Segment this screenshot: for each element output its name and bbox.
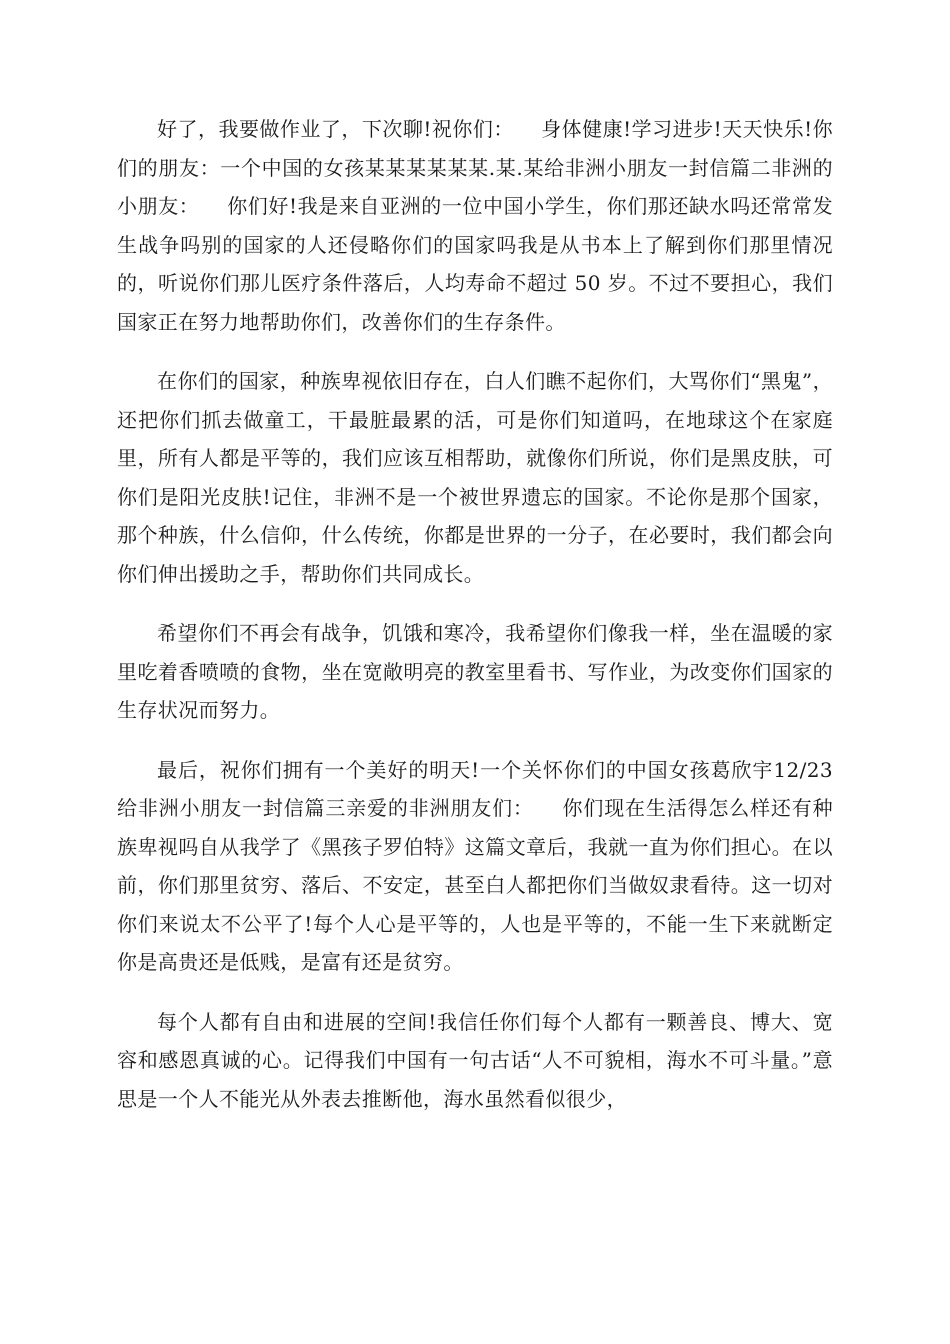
paragraph-4: 最后，祝你们拥有一个美好的明天!一个关怀你们的中国女孩葛欣宇12/23 给非洲小朋友一封信篇三亲爱的非洲朋友们： 你们现在生活得怎么样还有种族卑视吗自从我学了《黑孩子罗伯特》这篇文章后，我就一直为你们担心。在以前，你们那里贫穷、落后、不安定，甚至白人都把你们当做奴隶看待。这一切对你们来说太不公平了!每个人心是平等的，人也是平等的，不能一生下来就断定你是高贵还是低贱，是富有还是贫穷。: [117, 757, 840, 974]
paragraph-2: 在你们的国家，种族卑视依旧存在，白人们瞧不起你们，大骂你们“黑鬼”，还把你们抓去做童工，干最脏最累的活，可是你们知道吗，在地球这个在家庭里，所有人都是平等的，我们应该互相帮助，就像你们所说，你们是黑皮肤，可你们是阳光皮肤!记住，非洲不是一个被世界遗忘的国家。不论你是那个国家，那个种族，什么信仰，什么传统，你都是世界的一分子，在必要时，我们都会向你们伸出援助之手，帮助你们共同成长。: [117, 369, 833, 586]
paragraph-1: 好了，我要做作业了，下次聊!祝你们： 身体健康!学习进步!天天快乐!你们的朋友：一个中国的女孩某某某某某某.某.某给非洲小朋友一封信篇二非洲的小朋友： 你们好!我是来自亚洲的一位中国小学生，你们那还缺水吗还常常发生战争吗别的国家的人还侵略你们的国家吗我是从书本上了解到你们那里情况的，听说你们那儿医疗条件落后，人均寿命不超过 50 岁。不过不要担心，我们国家正在努力地帮助你们，改善你们的生存条件。: [117, 117, 833, 334]
paragraph-3: 希望你们不再会有战争，饥饿和寒冷，我希望你们像我一样，坐在温暖的家里吃着香喷喷的食物，坐在宽敞明亮的教室里看书、写作业，为改变你们国家的生存状况而努力。: [117, 621, 833, 722]
document-body: [117, 110, 840, 1139]
paragraph-5: 每个人都有自由和进展的空间!我信任你们每个人都有一颗善良、博大、宽容和感恩真诚的心。记得我们中国有一句古话“人不可貌相，海水不可斗量。”意思是一个人不能光从外表去推断他，海水虽然看似很少，: [117, 1009, 833, 1111]
